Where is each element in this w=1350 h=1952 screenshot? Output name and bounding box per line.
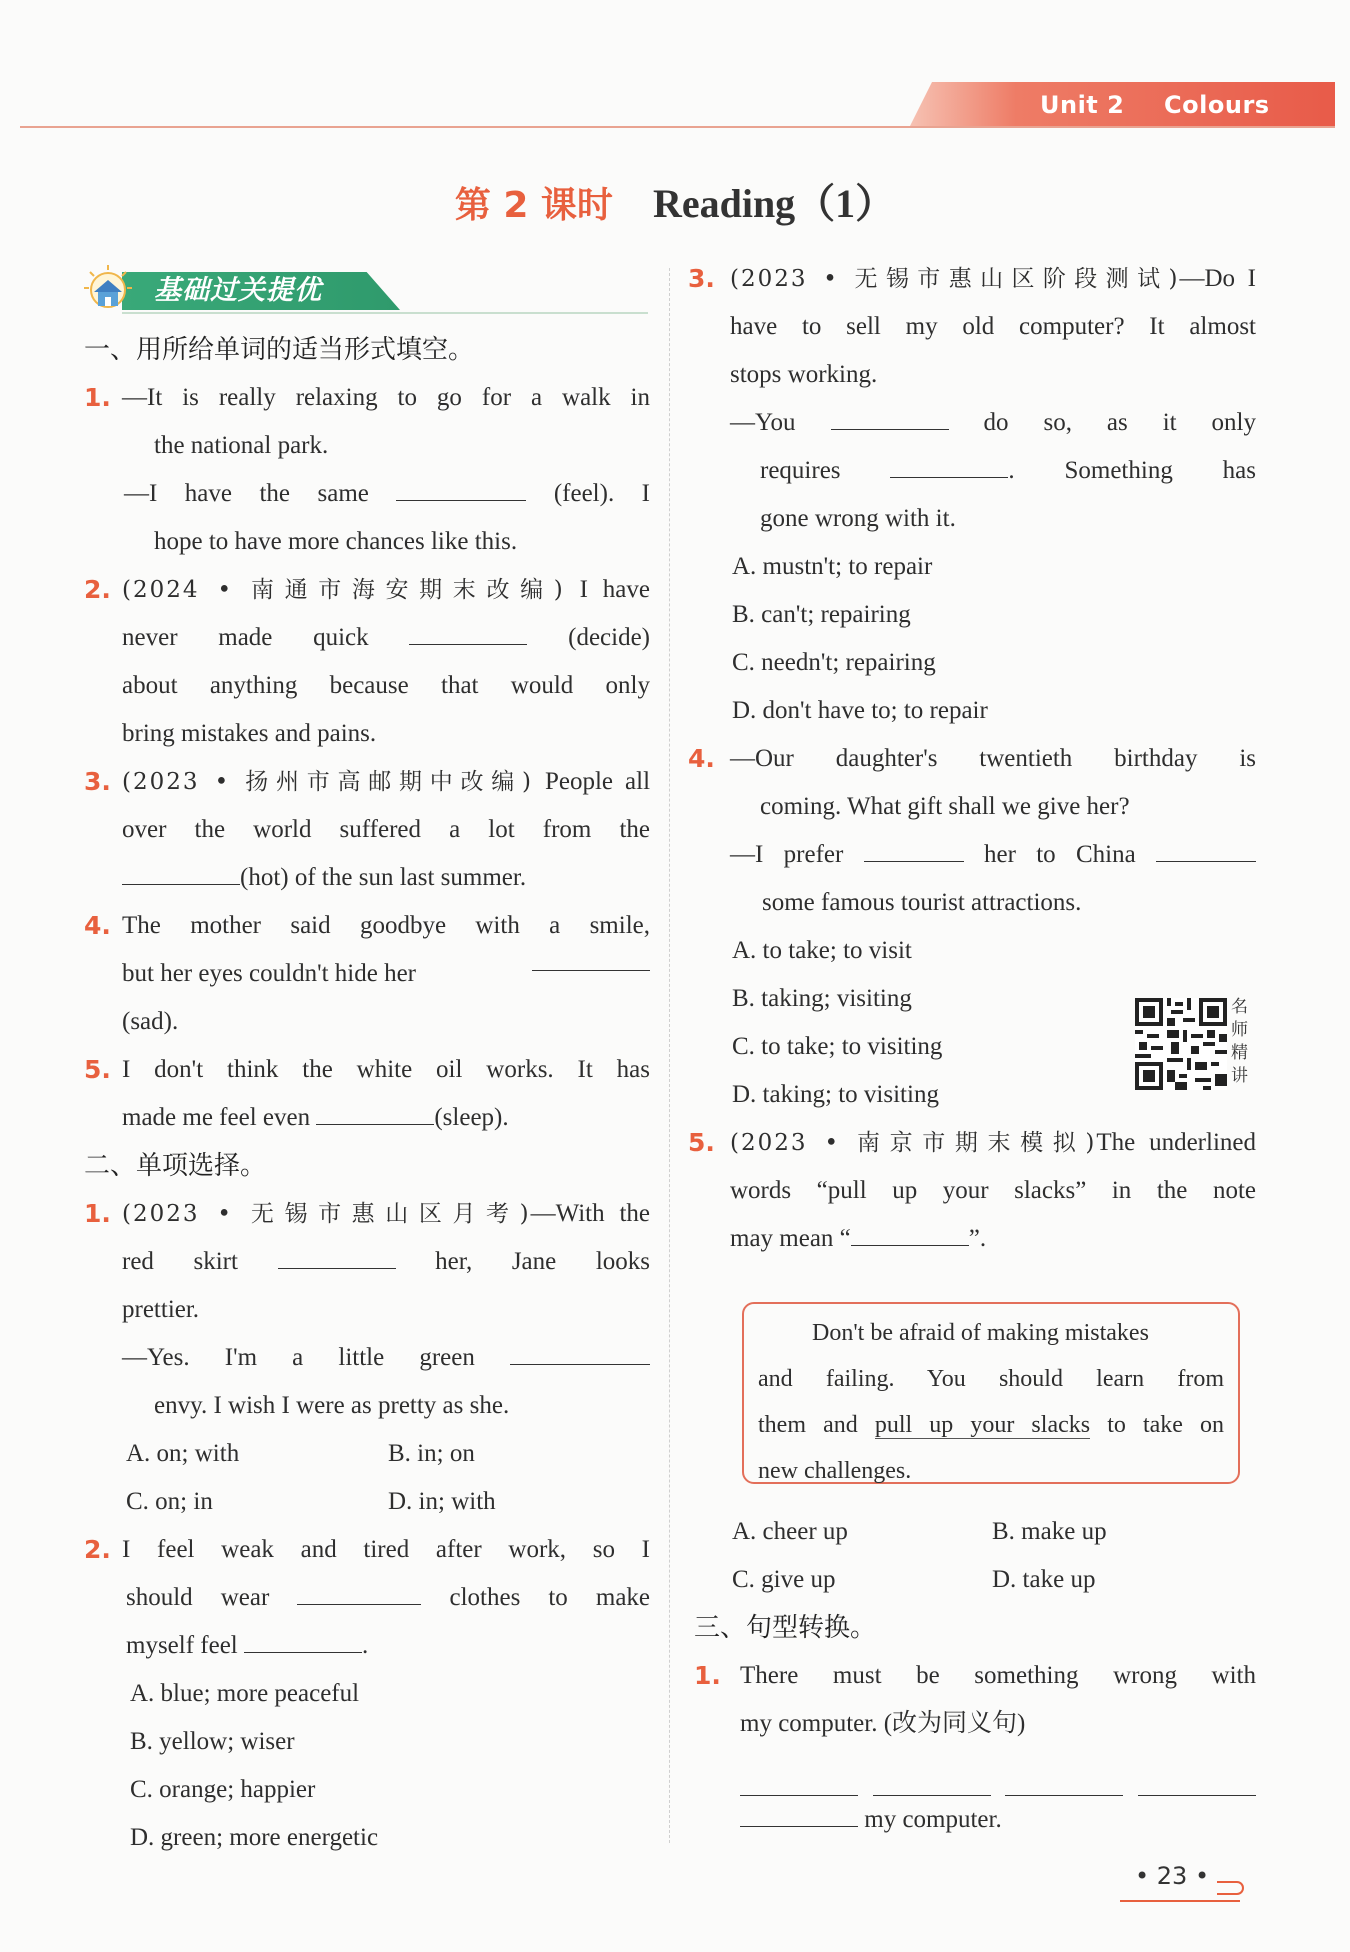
question-text: The underlined bbox=[1096, 1129, 1256, 1156]
question-source: (2023 • 扬州市高邮期中改编) bbox=[122, 769, 533, 795]
question-text: I don't think the white oil works. It has bbox=[122, 1056, 650, 1083]
note-text: Don't be afraid of making mistakes bbox=[812, 1320, 1149, 1346]
question-source: (2023 • 无锡市惠山区阶段测试) bbox=[730, 266, 1180, 292]
answer-blank[interactable] bbox=[1156, 841, 1256, 862]
question-number: 5. bbox=[688, 1128, 715, 1157]
banner-rule bbox=[122, 312, 648, 314]
unit-topic: Colours bbox=[1164, 91, 1270, 119]
section-banner bbox=[82, 262, 400, 314]
qr-code-icon[interactable] bbox=[1135, 998, 1227, 1090]
option-d[interactable]: D. green; more energetic bbox=[130, 1824, 379, 1851]
options-row bbox=[84, 1478, 650, 1526]
question-text: —Yes. I'm a little green bbox=[84, 1334, 650, 1382]
lesson-label: 第 2 课时 bbox=[454, 185, 613, 226]
answer-blank[interactable] bbox=[890, 457, 1008, 478]
s1-question-4 bbox=[84, 902, 650, 1046]
options-row bbox=[732, 1508, 1252, 1556]
answer-blank[interactable] bbox=[532, 950, 650, 971]
answer-blank[interactable] bbox=[873, 1775, 991, 1796]
option-d[interactable]: D. take up bbox=[992, 1566, 1096, 1593]
s1-question-3 bbox=[84, 758, 650, 902]
question-source: (2024 • 南通市海安期末改编) bbox=[122, 577, 565, 603]
option-c[interactable]: C. to take; to visiting bbox=[732, 1033, 943, 1060]
question-text: my computer. (改为同义句) bbox=[740, 1710, 1026, 1737]
question-text: hope to have more chances like this. bbox=[154, 528, 518, 555]
question-number: 2. bbox=[84, 575, 111, 604]
question-text: The mother said goodbye with a smile, bbox=[122, 912, 650, 939]
answer-blank[interactable] bbox=[851, 1225, 969, 1246]
option-d[interactable]: D. in; with bbox=[388, 1488, 496, 1515]
s2-question-5 bbox=[688, 1119, 1256, 1263]
question-number: 1. bbox=[84, 1199, 111, 1228]
option-a[interactable]: A. on; with bbox=[126, 1440, 240, 1467]
s2-question-3 bbox=[688, 255, 1256, 735]
lesson-name: Reading（1） bbox=[652, 181, 896, 226]
question-text: I have bbox=[579, 576, 650, 603]
option-c[interactable]: C. on; in bbox=[126, 1488, 213, 1515]
question-text: requires . Something has bbox=[760, 457, 1257, 484]
question-text: some famous tourist attractions. bbox=[762, 889, 1082, 916]
question-text: —I have the same (feel). I bbox=[124, 480, 650, 507]
question-number: 3. bbox=[84, 767, 111, 796]
question-text: —You do so, as it only bbox=[730, 409, 1256, 436]
qr-label: 名师精讲 bbox=[1231, 997, 1248, 1086]
answer-blank[interactable] bbox=[278, 1248, 396, 1269]
question-text: I feel weak and tired after work, so I bbox=[122, 1536, 650, 1563]
question-number: 4. bbox=[688, 744, 715, 773]
lighthouse-house-icon bbox=[82, 262, 134, 314]
answer-blank[interactable] bbox=[409, 624, 527, 645]
section3 bbox=[694, 1604, 1256, 1844]
answer-blank[interactable] bbox=[316, 1104, 434, 1125]
option-b[interactable]: B. make up bbox=[992, 1518, 1107, 1545]
question-text: coming. What gift shall we give her? bbox=[760, 793, 1130, 820]
question-number: 3. bbox=[688, 264, 715, 293]
page-number-rule bbox=[1120, 1900, 1240, 1902]
question-text: prettier. bbox=[122, 1296, 200, 1323]
question-text: gone wrong with it. bbox=[760, 505, 956, 532]
answer-line: my computer. bbox=[694, 1796, 1256, 1844]
note-text: new challenges. bbox=[758, 1458, 912, 1484]
answer-blank[interactable] bbox=[1005, 1775, 1123, 1796]
question-text: have to sell my old computer? It almost bbox=[730, 313, 1256, 340]
option-b[interactable]: B. in; on bbox=[388, 1440, 475, 1467]
option-b[interactable]: B. taking; visiting bbox=[732, 985, 912, 1012]
question-text: should wear clothes to make bbox=[126, 1584, 651, 1611]
question-text: about anything because that would only bbox=[122, 672, 650, 699]
question-text: over the world suffered a lot from the bbox=[122, 816, 650, 843]
right-column bbox=[688, 255, 1256, 1263]
note-text: and failing. You should learn from bbox=[758, 1366, 1224, 1392]
answer-blank[interactable] bbox=[1138, 1775, 1256, 1796]
page-title bbox=[0, 172, 1350, 229]
option-b[interactable]: B. yellow; wiser bbox=[130, 1728, 295, 1755]
question-text: bring mistakes and pains. bbox=[122, 720, 377, 747]
s2-question-2 bbox=[84, 1526, 650, 1862]
question-number: 4. bbox=[84, 911, 111, 940]
question-number: 1. bbox=[84, 383, 111, 412]
answer-blank[interactable] bbox=[396, 480, 526, 501]
question-source: (2023 • 南京市期末模拟) bbox=[730, 1130, 1097, 1156]
section2-heading: 二、单项选择。 bbox=[84, 1151, 267, 1181]
options-row bbox=[84, 1430, 650, 1478]
option-d[interactable]: D. taking; to visiting bbox=[732, 1081, 939, 1108]
s2-question-1 bbox=[84, 1190, 650, 1526]
question-text: There must be something wrong with bbox=[740, 1662, 1256, 1689]
note-box bbox=[742, 1302, 1240, 1484]
answer-blank[interactable] bbox=[740, 1806, 858, 1827]
question-source: (2023 • 无锡市惠山区月考) bbox=[122, 1201, 531, 1227]
unit-label bbox=[1040, 88, 1330, 122]
question-text: made me feel even (sleep). bbox=[122, 1104, 509, 1131]
question-text: myself feel . bbox=[126, 1632, 369, 1659]
question-text: —With the bbox=[530, 1200, 650, 1227]
answer-blank[interactable] bbox=[740, 1775, 858, 1796]
option-c[interactable]: C. orange; happier bbox=[130, 1776, 316, 1803]
page-number: • 23 • bbox=[1135, 1862, 1210, 1890]
answer-blank[interactable] bbox=[244, 1632, 362, 1653]
banner-label: 基础过关提优 bbox=[154, 275, 322, 306]
question-text: (hot) of the sun last summer. bbox=[84, 854, 650, 902]
answer-blank[interactable] bbox=[831, 409, 949, 430]
option-c[interactable]: C. needn't; repairing bbox=[732, 649, 936, 676]
question-text: —I prefer her to China bbox=[688, 831, 1256, 879]
question-text: (sad). bbox=[122, 1008, 179, 1035]
page-curl-icon bbox=[1215, 1874, 1245, 1902]
question-text: envy. I wish I were as pretty as she. bbox=[154, 1392, 510, 1419]
question-text: the national park. bbox=[154, 432, 329, 459]
option-d[interactable]: D. don't have to; to repair bbox=[732, 697, 988, 724]
option-a[interactable]: A. cheer up bbox=[732, 1518, 848, 1545]
question-number: 1. bbox=[694, 1661, 721, 1690]
section1-heading: 一、用所给单词的适当形式填空。 bbox=[84, 335, 475, 365]
option-b[interactable]: B. can't; repairing bbox=[732, 601, 911, 628]
underlined-phrase: pull up your slacks bbox=[874, 1412, 1091, 1438]
left-column bbox=[84, 326, 650, 1862]
question-text: red skirt her, Jane looks bbox=[122, 1248, 650, 1275]
question-text: —Our daughter's twentieth birthday is bbox=[730, 745, 1256, 772]
answer-blank[interactable] bbox=[297, 1584, 421, 1605]
question-text: —Do I bbox=[1179, 265, 1256, 292]
question-text: words “pull up your slacks” in the note bbox=[730, 1177, 1256, 1204]
options-row bbox=[732, 1556, 1252, 1604]
question-number: 5. bbox=[84, 1055, 111, 1084]
question-text: may mean “ ”. bbox=[730, 1225, 987, 1252]
question-number: 2. bbox=[84, 1535, 111, 1564]
s1-question-1 bbox=[84, 374, 650, 566]
section3-heading: 三、句型转换。 bbox=[694, 1613, 877, 1643]
header-rule bbox=[20, 126, 1335, 128]
option-a[interactable]: A. mustn't; to repair bbox=[732, 553, 933, 580]
s1-question-2 bbox=[84, 566, 650, 758]
right-column-lower bbox=[732, 1508, 1252, 1604]
answer-blank[interactable] bbox=[510, 1344, 650, 1365]
option-c[interactable]: C. give up bbox=[732, 1566, 836, 1593]
answer-line bbox=[694, 1748, 1256, 1796]
unit-number: Unit 2 bbox=[1040, 91, 1125, 119]
question-text: never made quick (decide) bbox=[122, 624, 651, 651]
option-a[interactable]: A. blue; more peaceful bbox=[130, 1680, 360, 1707]
note-text: them and pull up your slacks to take on bbox=[758, 1412, 1225, 1438]
answer-blank[interactable] bbox=[864, 841, 964, 862]
question-text: People all bbox=[544, 768, 651, 795]
answer-blank[interactable] bbox=[122, 864, 240, 885]
question-text: stops working. bbox=[730, 361, 878, 388]
question-text: —It is really relaxing to go for a walk in bbox=[122, 384, 650, 411]
question-text: but her eyes couldn't hide her bbox=[84, 950, 650, 998]
column-divider bbox=[669, 268, 670, 1843]
s1-question-5 bbox=[84, 1046, 650, 1142]
option-a[interactable]: A. to take; to visit bbox=[732, 937, 912, 964]
